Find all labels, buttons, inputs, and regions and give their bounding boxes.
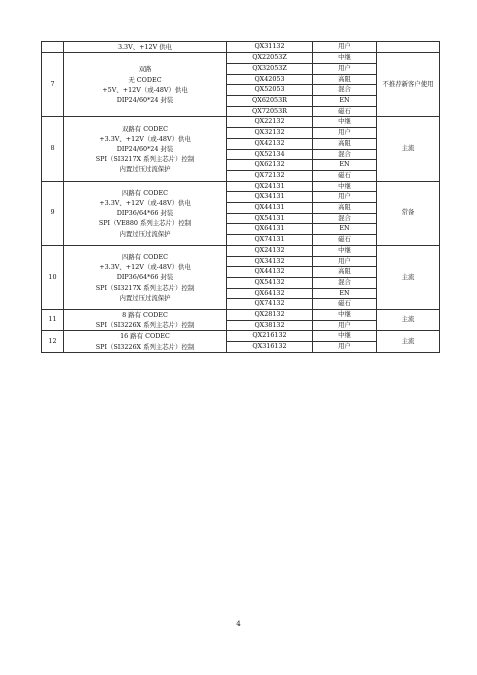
table-row bbox=[42, 331, 440, 342]
interface-type: 磁石 bbox=[313, 170, 377, 181]
interface-type: 混合 bbox=[313, 149, 377, 160]
description-line: 内置过压过流保护 bbox=[119, 293, 171, 302]
model-number: QX38132 bbox=[227, 320, 313, 331]
product-description bbox=[64, 310, 227, 331]
product-description bbox=[64, 42, 227, 53]
interface-type: EN bbox=[313, 96, 377, 107]
interface-type: EN bbox=[313, 160, 377, 171]
row-number: 12 bbox=[42, 331, 64, 352]
product-description bbox=[64, 245, 227, 309]
description-line: SPI（SI3226X 系列主芯片）控制 bbox=[95, 342, 195, 351]
model-number: QX62132 bbox=[227, 160, 313, 171]
model-number: QX42053 bbox=[227, 74, 313, 85]
interface-type: EN bbox=[313, 288, 377, 299]
description-line: +5V、+12V（或-48V）供电 bbox=[102, 85, 188, 94]
interface-type: 混合 bbox=[313, 277, 377, 288]
row-number: 11 bbox=[42, 310, 64, 331]
description-line: SPI（SI3217X 系列主芯片）控制 bbox=[95, 283, 195, 292]
model-number: QX52134 bbox=[227, 149, 313, 160]
interface-type: 中继 bbox=[313, 245, 377, 256]
interface-type: 用户 bbox=[313, 192, 377, 203]
row-number: 9 bbox=[42, 181, 64, 245]
description-line: SPI（SI3226X 系列主芯片）控制 bbox=[95, 321, 195, 330]
model-number: QX42132 bbox=[227, 138, 313, 149]
interface-type: 中继 bbox=[313, 181, 377, 192]
table-row bbox=[42, 245, 440, 256]
interface-type: 高阻 bbox=[313, 138, 377, 149]
model-number: QX44131 bbox=[227, 203, 313, 214]
interface-type: EN bbox=[313, 224, 377, 235]
row-number: 7 bbox=[42, 53, 64, 117]
description-line: +3.3V、+12V（或-48V）供电 bbox=[99, 134, 191, 143]
model-number: QX54132 bbox=[227, 277, 313, 288]
product-table-body bbox=[42, 42, 440, 353]
description-line: DIP36/64*66 封装 bbox=[116, 273, 174, 282]
interface-type: 磁石 bbox=[313, 106, 377, 117]
interface-type: 用户 bbox=[313, 342, 377, 353]
description-line: +3.3V、+12V（或-48V）供电 bbox=[99, 263, 191, 272]
interface-type: 中继 bbox=[313, 331, 377, 342]
model-number: QX22132 bbox=[227, 117, 313, 128]
page-number: 4 bbox=[236, 620, 241, 628]
table-row bbox=[42, 181, 440, 192]
interface-type: 用户 bbox=[313, 320, 377, 331]
product-description bbox=[64, 331, 227, 352]
interface-type: 中继 bbox=[313, 53, 377, 64]
product-description bbox=[64, 117, 227, 181]
row-number: 10 bbox=[42, 245, 64, 309]
table-row bbox=[42, 53, 440, 64]
interface-type: 用户 bbox=[313, 42, 377, 53]
model-number: QX34131 bbox=[227, 192, 313, 203]
model-number: QX54131 bbox=[227, 213, 313, 224]
description-line: 无 CODEC bbox=[128, 75, 162, 84]
table-row bbox=[42, 42, 440, 53]
description-line: DIP36/64*66 封装 bbox=[116, 209, 174, 218]
model-number: QX72132 bbox=[227, 170, 313, 181]
model-number: QX52053 bbox=[227, 85, 313, 96]
product-table bbox=[41, 41, 440, 353]
model-number: QX216132 bbox=[227, 331, 313, 342]
product-description bbox=[64, 53, 227, 117]
recommendation: 不推荐新客户使用 bbox=[377, 53, 440, 117]
model-number: QX74131 bbox=[227, 235, 313, 246]
product-description bbox=[64, 181, 227, 245]
description-line: 16 路有 CODEC bbox=[120, 332, 170, 341]
recommendation: 主流 bbox=[377, 310, 440, 331]
model-number: QX24131 bbox=[227, 181, 313, 192]
model-number: QX31132 bbox=[227, 42, 313, 53]
description-line: DIP24/60*24 封装 bbox=[116, 144, 174, 153]
model-number: QX62053R bbox=[227, 96, 313, 107]
description-line: 四路有 CODEC bbox=[121, 252, 168, 261]
table-row bbox=[42, 117, 440, 128]
model-number: QX22053Z bbox=[227, 53, 313, 64]
interface-type: 高阻 bbox=[313, 203, 377, 214]
interface-type: 用户 bbox=[313, 128, 377, 139]
description-line: SPI（VE880 系列主芯片）控制 bbox=[98, 219, 192, 228]
interface-type: 磁石 bbox=[313, 235, 377, 246]
interface-type: 用户 bbox=[313, 256, 377, 267]
description-line: 内置过压过流保护 bbox=[119, 165, 171, 174]
model-number: QX72053R bbox=[227, 106, 313, 117]
interface-type: 用户 bbox=[313, 63, 377, 74]
model-number: QX32132 bbox=[227, 128, 313, 139]
description-line: 内置过压过流保护 bbox=[119, 229, 171, 238]
description-line: 双路 bbox=[138, 65, 152, 74]
model-number: QX44132 bbox=[227, 267, 313, 278]
interface-type: 高阻 bbox=[313, 74, 377, 85]
model-number: QX34132 bbox=[227, 256, 313, 267]
description-line: 3.3V、+12V 供电 bbox=[117, 43, 173, 51]
description-line: 四路有 CODEC bbox=[121, 188, 168, 197]
model-number: QX74132 bbox=[227, 299, 313, 310]
description-line: DIP24/60*24 封装 bbox=[116, 96, 174, 105]
interface-type: 中继 bbox=[313, 117, 377, 128]
row-number bbox=[42, 42, 64, 53]
description-line: 8 路有 CODEC bbox=[122, 311, 168, 320]
recommendation: 主流 bbox=[377, 245, 440, 309]
interface-type: 中继 bbox=[313, 310, 377, 321]
model-number: QX64132 bbox=[227, 288, 313, 299]
interface-type: 混合 bbox=[313, 85, 377, 96]
model-number: QX64131 bbox=[227, 224, 313, 235]
description-line: +3.3V、+12V（或-48V）供电 bbox=[99, 198, 191, 207]
recommendation bbox=[377, 42, 440, 53]
recommendation: 主流 bbox=[377, 117, 440, 181]
recommendation: 主流 bbox=[377, 331, 440, 352]
model-number: QX32053Z bbox=[227, 63, 313, 74]
table-row bbox=[42, 310, 440, 321]
description-line: 双路有 CODEC bbox=[121, 124, 168, 133]
interface-type: 高阻 bbox=[313, 267, 377, 278]
recommendation: 常备 bbox=[377, 181, 440, 245]
interface-type: 混合 bbox=[313, 213, 377, 224]
description-line: SPI（SI3217X 系列主芯片）控制 bbox=[95, 155, 195, 164]
model-number: QX28132 bbox=[227, 310, 313, 321]
row-number: 8 bbox=[42, 117, 64, 181]
model-number: QX24132 bbox=[227, 245, 313, 256]
interface-type: 磁石 bbox=[313, 299, 377, 310]
model-number: QX316132 bbox=[227, 342, 313, 353]
